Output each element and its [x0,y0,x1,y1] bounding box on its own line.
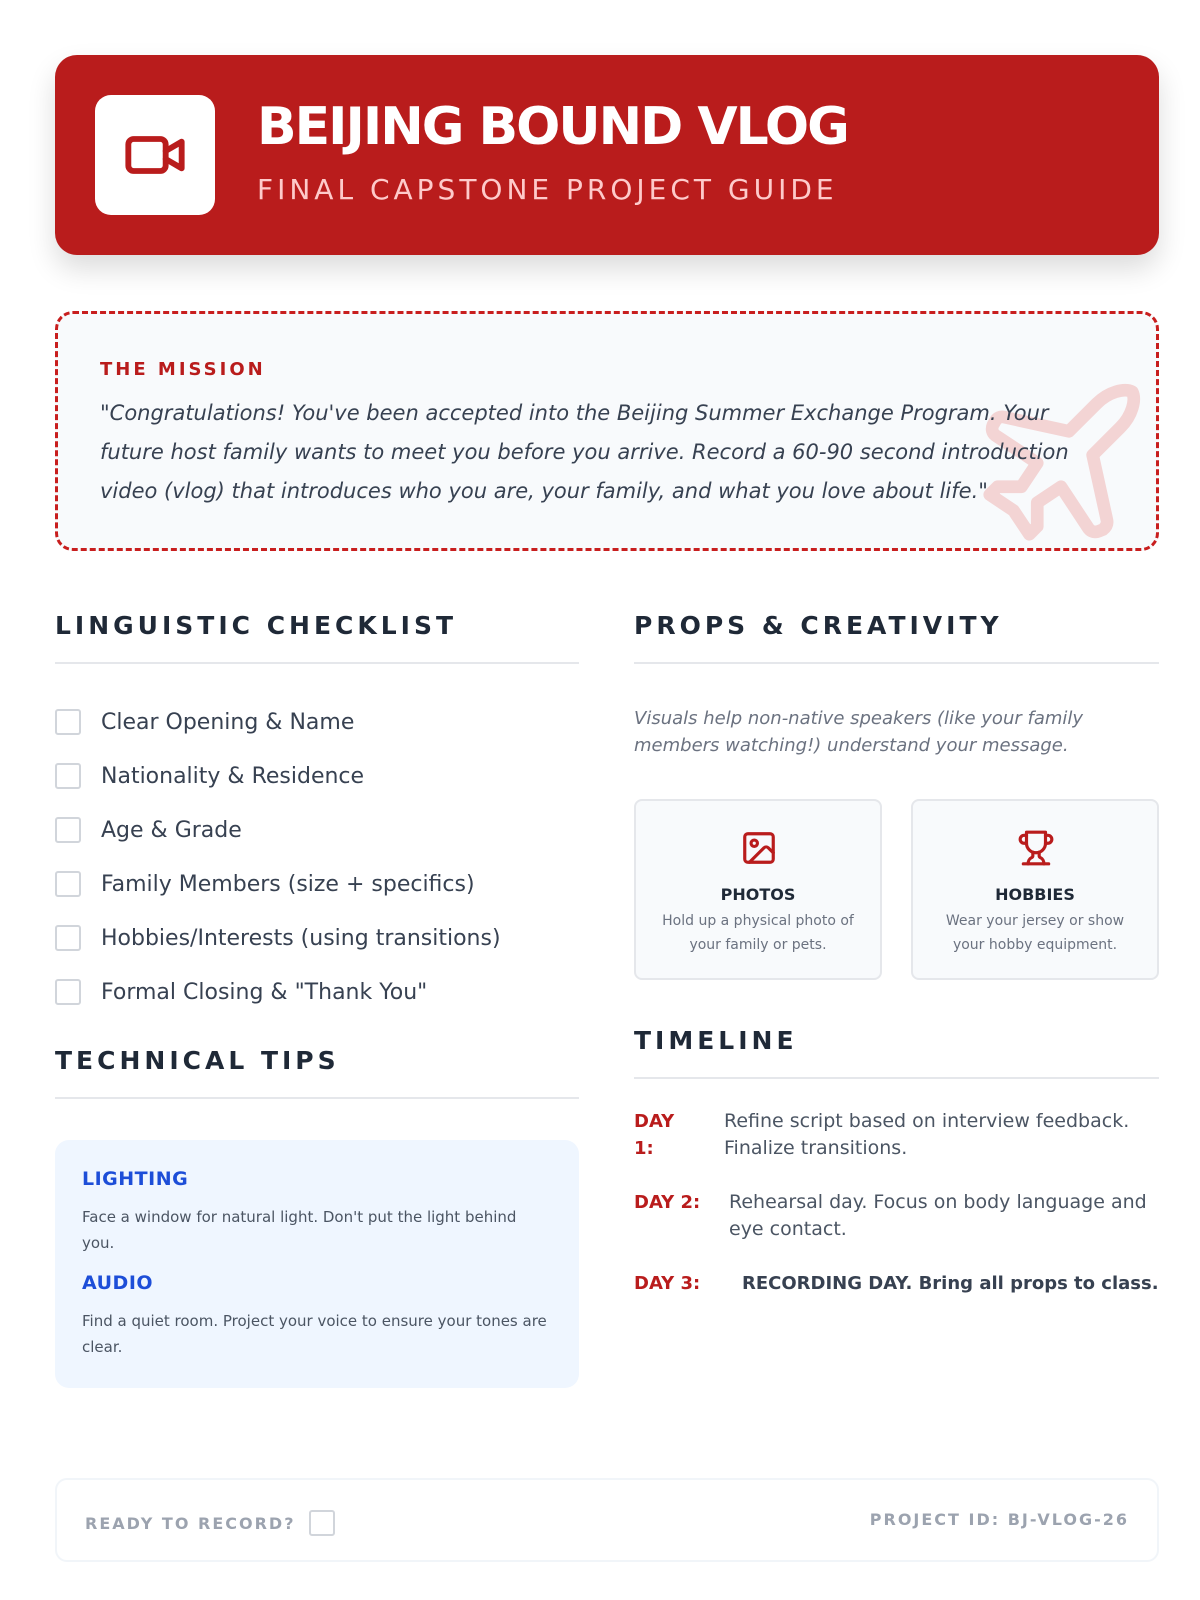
prop-card-text: Hold up a physical photo of your family or pets. [662,913,854,953]
lighting-text: Face a window for natural light. Don't put the light behind you. [82,1208,517,1252]
checkbox[interactable] [55,871,81,897]
footer-bar [55,1478,1159,1562]
checklist-item-label: Age & Grade [101,817,242,843]
timeline-day: DAY 3: [634,1273,701,1294]
prop-card-text: Wear your jersey or show your hobby equipment. [945,913,1125,953]
checkbox[interactable] [55,763,81,789]
checklist-item-hobbies[interactable] [55,923,501,953]
prop-card-photos [634,799,882,980]
header-banner [55,55,1159,255]
checklist-item-closing[interactable] [55,977,427,1007]
checklist-item-age[interactable] [55,815,242,845]
timeline-divider [634,1077,1159,1079]
timeline-text: Rehearsal day. Focus on body language and eye contact. [729,1191,1147,1240]
page-title: BEIJING BOUND VLOG [257,97,848,157]
mission-box [55,311,1159,551]
timeline-day: DAY 1: [634,1111,675,1159]
checklist-title: LINGUISTIC CHECKLIST [55,611,458,640]
props-title: PROPS & CREATIVITY [634,611,1003,640]
checklist-item-label: Formal Closing & "Thank You" [101,979,428,1005]
prop-card-title: HOBBIES [995,885,1075,904]
prop-card-hobbies [911,799,1159,980]
page-subtitle: FINAL CAPSTONE PROJECT GUIDE [257,173,838,206]
timeline-text: RECORDING DAY. Bring all props to class. [742,1273,1159,1294]
checklist-item-opening[interactable] [55,707,354,737]
video-camera-icon [123,123,187,187]
timeline-day: DAY 2: [634,1192,701,1213]
checklist-item-label: Clear Opening & Name [101,709,355,735]
props-divider [634,662,1159,664]
checkbox[interactable] [55,979,81,1005]
props-intro: Visuals help non-native speakers (like your family members watching!) understand your message. [634,708,1084,756]
lighting-title: LIGHTING [82,1168,189,1190]
ready-to-record [85,1510,335,1536]
checkbox[interactable] [55,925,81,951]
logo-box [95,95,215,215]
ready-label: READY TO RECORD? [85,1513,296,1533]
project-id: PROJECT ID: BJ-VLOG-26 [869,1510,1129,1529]
prop-card-title: PHOTOS [720,885,796,904]
ready-checkbox[interactable] [309,1510,335,1536]
checkbox[interactable] [55,817,81,843]
checklist-item-nationality[interactable] [55,761,364,791]
trophy-icon [1017,829,1055,867]
mission-text: "Congratulations! You've been accepted into the Beijing Summer Exchange Program. Your future host family wants to meet you before you arrive. Record a 60-90 second introduction video (vlog) that introduces who you are, your family, and what you love about life." [100,401,1069,503]
tips-card [55,1140,579,1388]
tips-title: TECHNICAL TIPS [55,1046,340,1075]
mission-label: THE MISSION [100,359,266,380]
checklist-item-family[interactable] [55,869,475,899]
checkbox[interactable] [55,709,81,735]
timeline-title: TIMELINE [634,1026,798,1055]
timeline-text: Refine script based on interview feedback. Finalize transitions. [724,1110,1130,1159]
checklist-divider [55,662,579,664]
tips-divider [55,1097,579,1099]
checklist-item-label: Family Members (size + specifics) [101,871,475,897]
audio-text: Find a quiet room. Project your voice to ensure your tones are clear. [82,1312,547,1356]
checklist-item-label: Nationality & Residence [101,763,365,789]
photo-icon [740,829,778,867]
checklist-item-label: Hobbies/Interests (using transitions) [101,925,501,951]
audio-title: AUDIO [82,1272,154,1294]
